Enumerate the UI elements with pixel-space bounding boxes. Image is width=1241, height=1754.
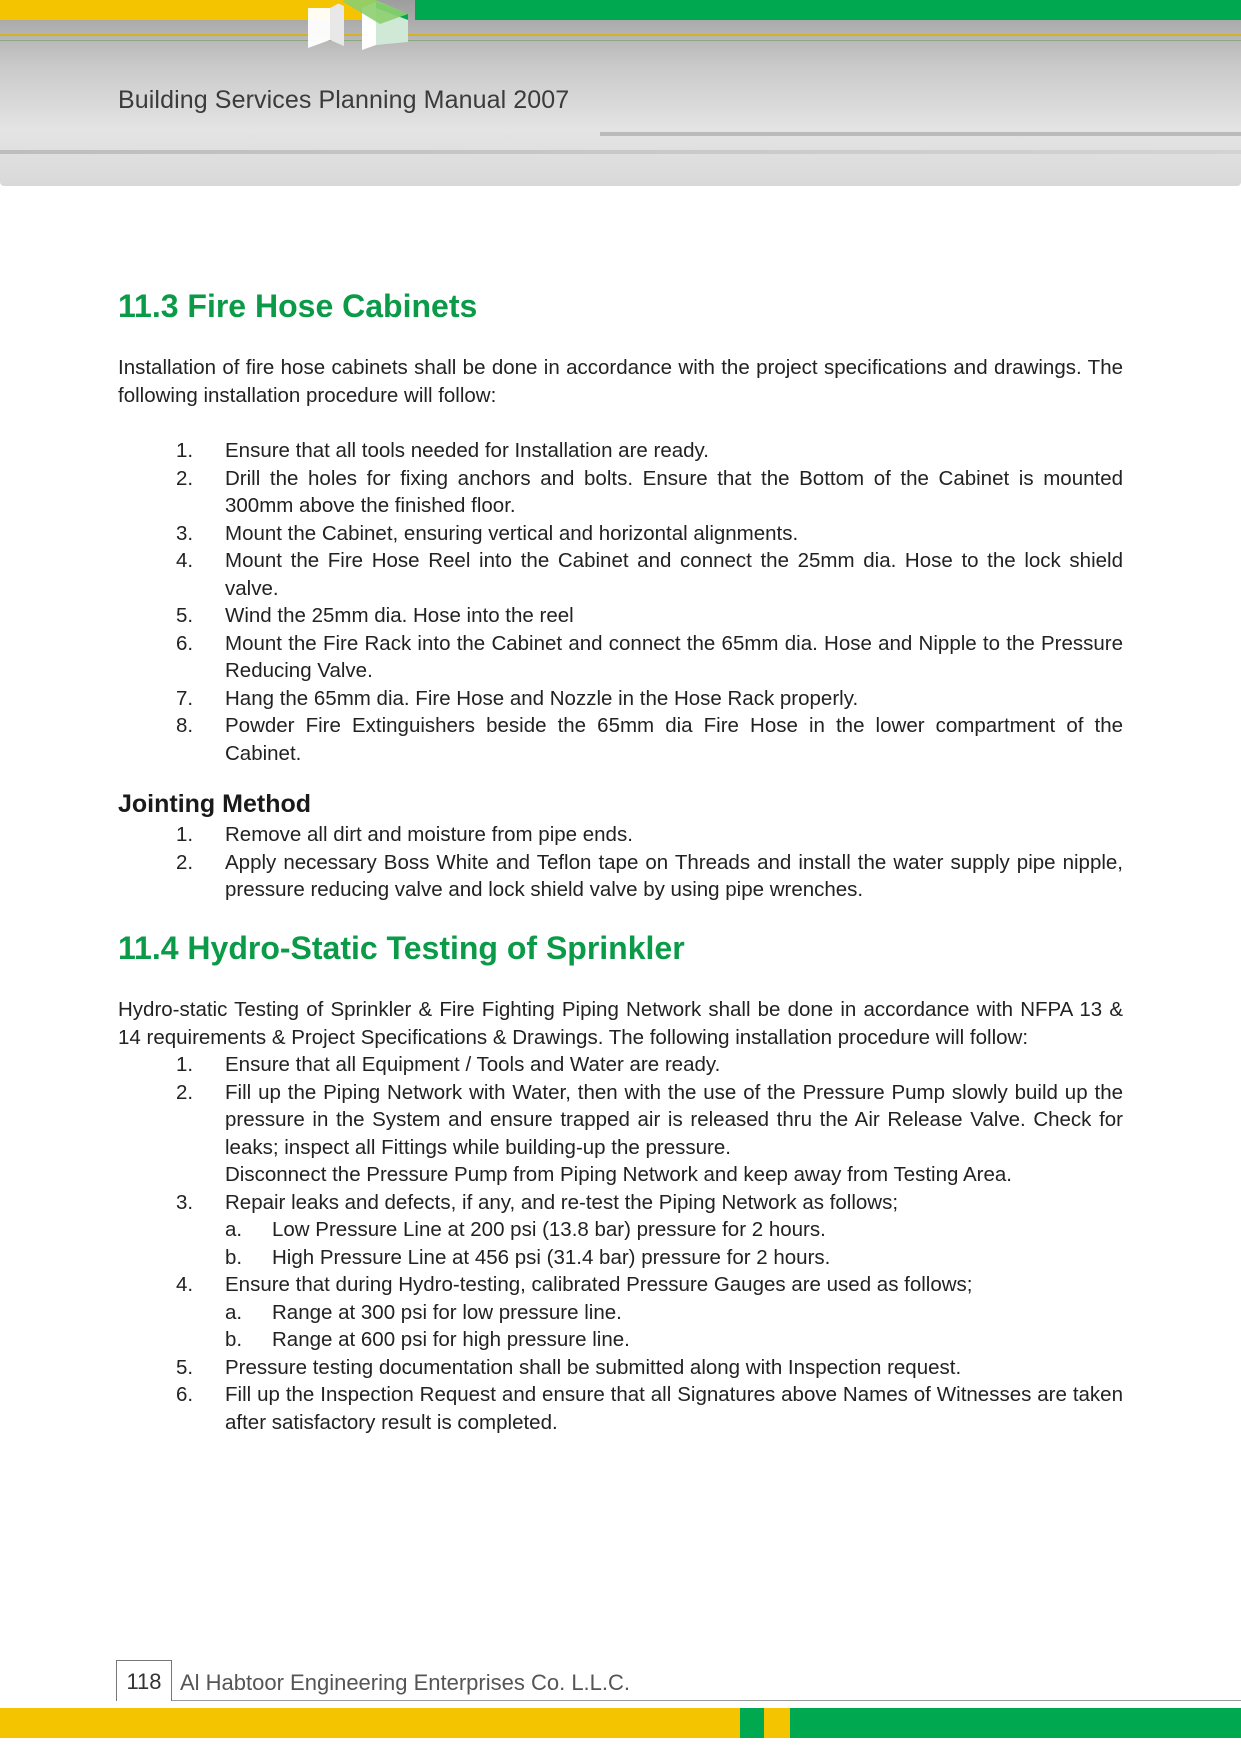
list-text: Mount the Fire Hose Reel into the Cabinet and connect the 25mm dia. Hose to the lock shield valve. bbox=[225, 549, 1123, 600]
list-text-continued: Disconnect the Pressure Pump from Piping Network and keep away from Testing Area. bbox=[225, 1163, 1012, 1186]
list-number: 4. bbox=[176, 549, 194, 572]
list-item bbox=[118, 1354, 1123, 1382]
list-text: Repair leaks and defects, if any, and re-test the Piping Network as follows; bbox=[225, 1190, 899, 1214]
list-number: 1. bbox=[176, 439, 194, 462]
list-text: Mount the Fire Rack into the Cabinet and connect the 65mm dia. Hose and Nipple to the Pressure Reducing Valve. bbox=[225, 631, 1123, 682]
list-text: Fill up the Piping Network with Water, then with the use of the Pressure Pump slowly build up the pressure in the System and ensure trapped air is released thru the Air Release Valve. Check for leaks; inspect all Fittings while building-up the pressure. bbox=[225, 1080, 1123, 1159]
list-number: 1. bbox=[176, 823, 194, 846]
list-item bbox=[118, 547, 1123, 602]
list-text: Pressure testing documentation shall be submitted along with Inspection request. bbox=[225, 1355, 962, 1379]
footer-yellow-band bbox=[764, 1708, 790, 1738]
footer-yellow-band bbox=[0, 1708, 740, 1738]
page-number: 118 bbox=[116, 1660, 172, 1701]
installation-steps bbox=[118, 437, 1123, 767]
header-rule bbox=[0, 34, 1241, 36]
list-item bbox=[118, 1079, 1123, 1189]
sub-item bbox=[225, 1326, 1123, 1354]
testing-steps bbox=[118, 1051, 1123, 1436]
list-number: 3. bbox=[176, 1190, 194, 1214]
list-text: Ensure that all Equipment / Tools and Water are ready. bbox=[225, 1053, 721, 1076]
list-number: 4. bbox=[176, 1273, 194, 1296]
list-item bbox=[118, 465, 1123, 520]
subsection-heading: Jointing Method bbox=[118, 790, 312, 818]
footer-green-band bbox=[740, 1708, 764, 1738]
list-text: Drill the holes for fixing anchors and bolts. Ensure that the Bottom of the Cabinet is mounted 300mm above the finished floor. bbox=[225, 466, 1123, 517]
sub-text: High Pressure Line at 456 psi (31.4 bar) pressure for 2 hours. bbox=[272, 1245, 831, 1269]
list-number: 2. bbox=[176, 850, 194, 874]
list-item bbox=[118, 520, 1123, 548]
list-item bbox=[118, 602, 1123, 630]
list-number: 2. bbox=[176, 466, 194, 490]
footer-rule bbox=[172, 1700, 1241, 1701]
cube-logo-icon bbox=[300, 0, 430, 80]
list-text: Ensure that all tools needed for Installation are ready. bbox=[225, 439, 709, 462]
list-text: Fill up the Inspection Request and ensure that all Signatures above Names of Witnesses are taken after satisfactory result is completed. bbox=[225, 1383, 1123, 1434]
list-text: Apply necessary Boss White and Teflon tape on Threads and install the water supply pipe nipple, pressure reducing valve and lock shield valve by using pipe wrenches. bbox=[225, 850, 1123, 901]
sub-item bbox=[225, 1216, 1123, 1244]
list-text: Hang the 65mm dia. Fire Hose and Nozzle in the Hose Rack properly. bbox=[225, 686, 859, 710]
sub-item bbox=[225, 1244, 1123, 1272]
list-item bbox=[118, 437, 1123, 465]
section-heading: 11.3 Fire Hose Cabinets bbox=[118, 288, 478, 324]
list-item bbox=[118, 1271, 1123, 1354]
header-rule bbox=[0, 150, 1241, 154]
footer-green-band bbox=[790, 1708, 1241, 1738]
section-intro: Hydro-static Testing of Sprinkler & Fire Fighting Piping Network shall be done in accordance with NFPA 13 & 14 requirements & Project Specifications & Drawings. The following installation procedure will follow: bbox=[118, 998, 1123, 1049]
section-heading: 11.4 Hydro-Static Testing of Sprinkler bbox=[118, 930, 685, 966]
sub-item bbox=[225, 1299, 1123, 1327]
header-rule bbox=[600, 132, 1241, 136]
list-number: 5. bbox=[176, 1355, 194, 1379]
list-number: 8. bbox=[176, 714, 194, 737]
list-text: Remove all dirt and moisture from pipe ends. bbox=[225, 823, 633, 846]
header-green-band bbox=[415, 0, 1241, 20]
list-item bbox=[118, 1189, 1123, 1272]
sub-label: b. bbox=[225, 1328, 243, 1351]
sub-text: Low Pressure Line at 200 psi (13.8 bar) pressure for 2 hours. bbox=[272, 1218, 826, 1241]
list-item bbox=[118, 685, 1123, 713]
company-name: Al Habtoor Engineering Enterprises Co. L.L.C. bbox=[180, 1670, 631, 1695]
list-number: 5. bbox=[176, 604, 194, 627]
list-item bbox=[118, 849, 1123, 904]
list-text: Powder Fire Extinguishers beside the 65mm dia Fire Hose in the lower compartment of the Cabinet. bbox=[225, 714, 1123, 765]
page-header bbox=[0, 0, 1241, 186]
list-number: 6. bbox=[176, 1383, 194, 1406]
sub-label: b. bbox=[225, 1245, 243, 1269]
header-rule bbox=[0, 40, 1241, 41]
list-item bbox=[118, 1381, 1123, 1436]
list-number: 2. bbox=[176, 1080, 194, 1104]
list-number: 1. bbox=[176, 1053, 194, 1076]
list-item bbox=[118, 821, 1123, 849]
sub-label: a. bbox=[225, 1218, 243, 1241]
list-text: Wind the 25mm dia. Hose into the reel bbox=[225, 604, 574, 627]
list-item bbox=[118, 712, 1123, 767]
sub-text: Range at 600 psi for high pressure line. bbox=[272, 1328, 630, 1351]
list-number: 3. bbox=[176, 521, 194, 545]
list-item bbox=[118, 1051, 1123, 1079]
jointing-steps bbox=[118, 821, 1123, 904]
section-intro: Installation of fire hose cabinets shall be done in accordance with the project specifications and drawings. The following installation procedure will follow: bbox=[118, 356, 1123, 407]
sub-label: a. bbox=[225, 1300, 243, 1324]
list-number: 7. bbox=[176, 686, 194, 710]
list-text: Ensure that during Hydro-testing, calibrated Pressure Gauges are used as follows; bbox=[225, 1273, 973, 1296]
sub-text: Range at 300 psi for low pressure line. bbox=[272, 1300, 622, 1324]
list-number: 6. bbox=[176, 631, 194, 655]
list-text: Mount the Cabinet, ensuring vertical and horizontal alignments. bbox=[225, 521, 799, 545]
manual-title: Building Services Planning Manual 2007 bbox=[118, 86, 570, 114]
list-item bbox=[118, 630, 1123, 685]
